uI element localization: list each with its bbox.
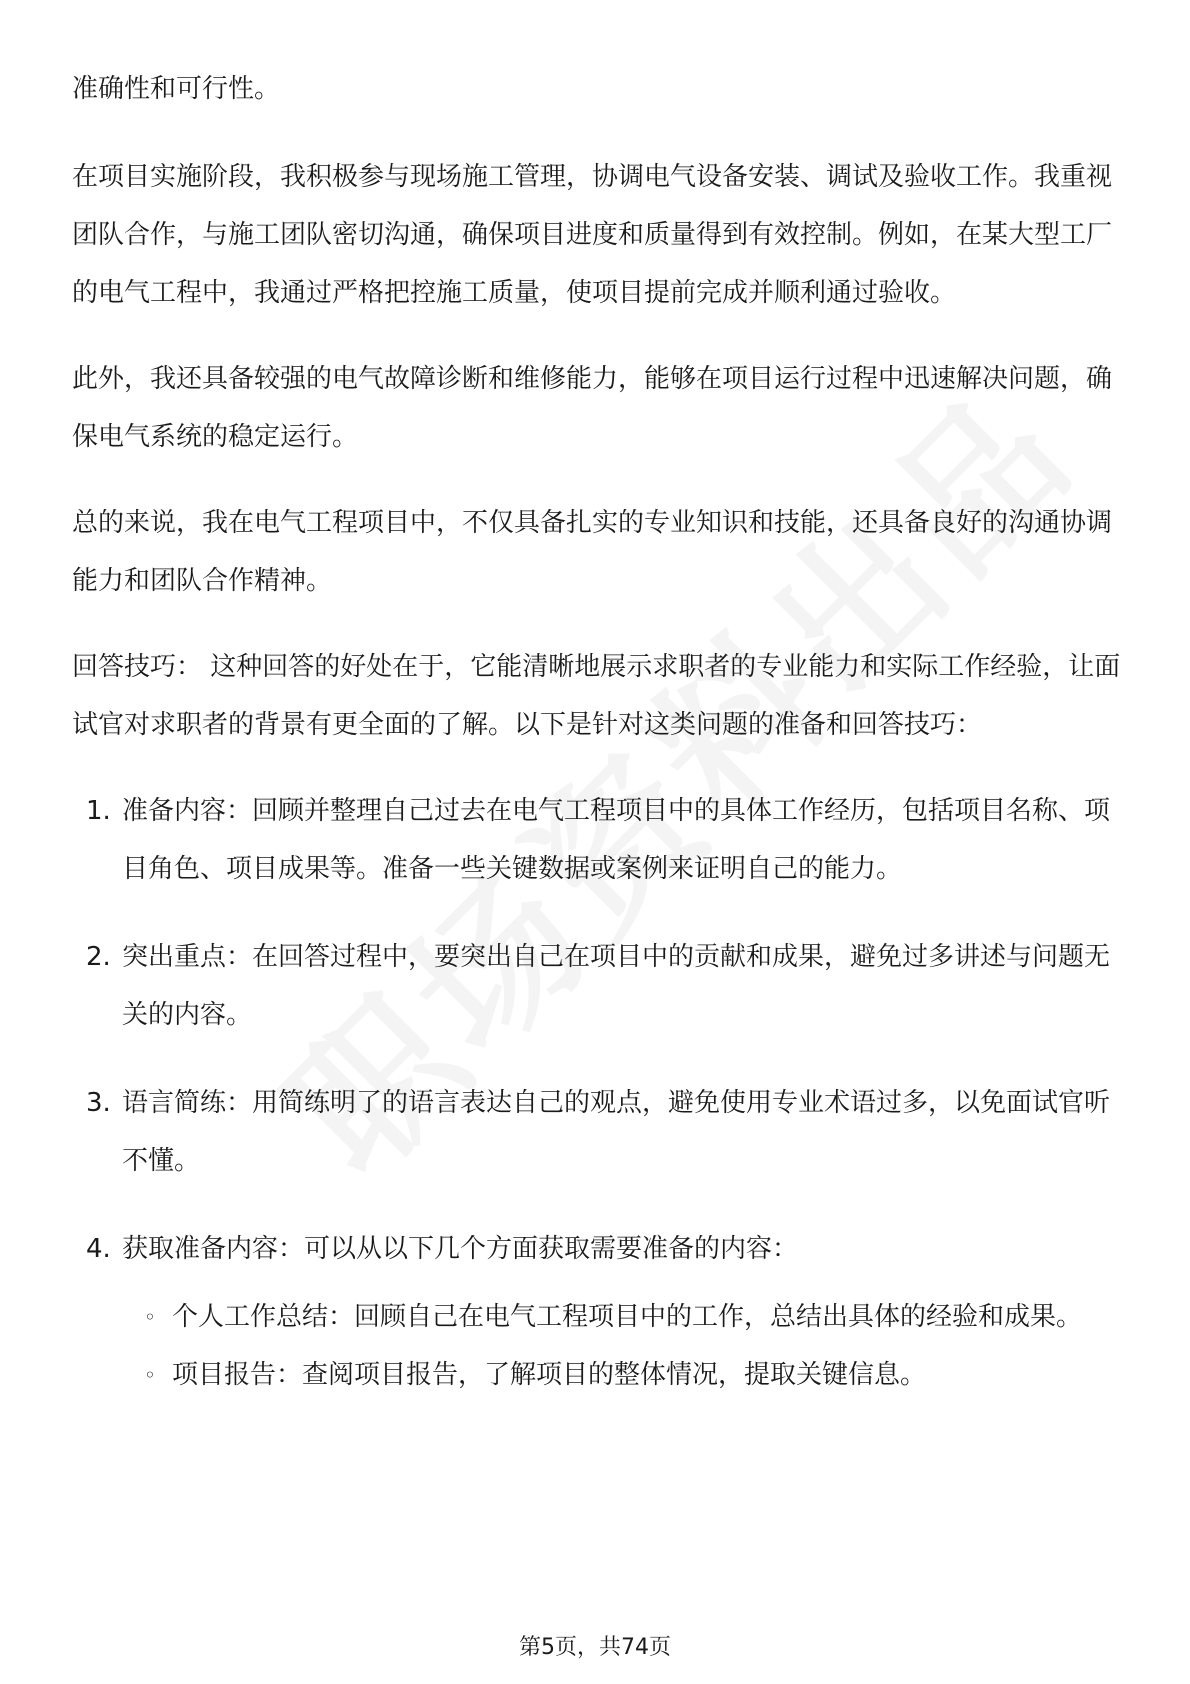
- list-item: [72, 782, 1122, 898]
- circle-bullet-icon: ◦: [144, 1363, 156, 1387]
- sub-list: [122, 1288, 1122, 1404]
- paragraph-1: 准确性和可行性。: [72, 74, 281, 104]
- list-item-text: 突出重点：在回答过程中，要突出自己在项目中的贡献和成果，避免过多讲述与问题无关的内容。: [122, 942, 1111, 1030]
- document-page: [72, 60, 1122, 1434]
- list-item: [72, 928, 1122, 1044]
- list-item: [72, 1220, 1122, 1404]
- list-number: 2.: [86, 942, 111, 972]
- sub-list-item-text: 个人工作总结：回顾自己在电气工程项目中的工作，总结出具体的经验和成果。: [172, 1302, 1083, 1332]
- list-number: 3.: [86, 1088, 111, 1118]
- list-number: 1.: [86, 796, 111, 826]
- list-item-text: 准备内容：回顾并整理自己过去在电气工程项目中的具体工作经历，包括项目名称、项目角色、项目成果等。准备一些关键数据或案例来证明自己的能力。: [122, 796, 1111, 884]
- paragraph-2: 在项目实施阶段，我积极参与现场施工管理，协调电气设备安装、调试及验收工作。我重视团队合作，与施工团队密切沟通，确保项目进度和质量得到有效控制。例如，在某大型工厂的电气工程中，我通过严格把控施工质量，使项目提前完成并顺利通过验收。: [72, 162, 1113, 308]
- circle-bullet-icon: ◦: [144, 1305, 156, 1329]
- page-footer: 第5页，共74页: [519, 1635, 671, 1660]
- list-item-text: 获取准备内容：可以从以下几个方面获取需要准备的内容：: [122, 1234, 799, 1264]
- list-item: [72, 1074, 1122, 1190]
- tips-list: [72, 782, 1122, 1404]
- sub-list-item: [122, 1346, 1122, 1404]
- paragraph-3: 此外，我还具备较强的电气故障诊断和维修能力，能够在项目运行过程中迅速解决问题，确保电气系统的稳定运行。: [72, 364, 1113, 452]
- sub-list-item-text: 项目报告：查阅项目报告，了解项目的整体情况，提取关键信息。: [172, 1360, 927, 1390]
- sub-list-item: [122, 1288, 1122, 1346]
- list-number: 4.: [86, 1234, 111, 1264]
- list-item-text: 语言简练：用简练明了的语言表达自己的观点，避免使用专业术语过多，以免面试官听不懂。: [122, 1088, 1111, 1176]
- answer-tips-paragraph: 回答技巧： 这种回答的好处在于，它能清晰地展示求职者的专业能力和实际工作经验，让面试官对求职者的背景有更全面的了解。以下是针对这类问题的准备和回答技巧：: [72, 652, 1121, 740]
- paragraph-4: 总的来说，我在电气工程项目中，不仅具备扎实的专业知识和技能，还具备良好的沟通协调能力和团队合作精神。: [72, 508, 1113, 596]
